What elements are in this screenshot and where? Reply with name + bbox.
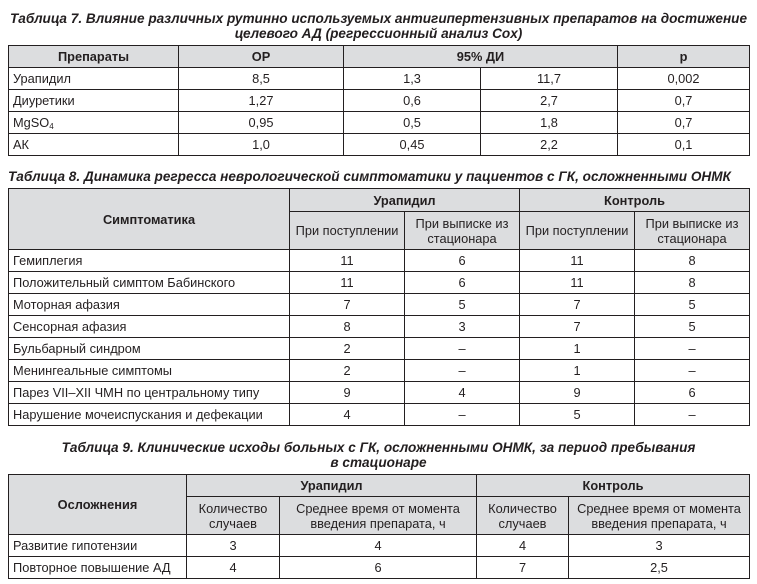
table-row [9, 272, 750, 294]
table8-header-discharge: При выписке из стационара [635, 212, 750, 250]
urapidil-discharge: 4 [405, 382, 520, 404]
table-row [9, 134, 750, 156]
urapidil-admission: 11 [290, 272, 405, 294]
ci-low: 0,45 [344, 134, 481, 156]
table9-caption [0, 440, 757, 470]
urapidil-discharge: – [405, 338, 520, 360]
table-row [9, 90, 750, 112]
urapidil-discharge: 3 [405, 316, 520, 338]
table9-header-count: Количество случаев [477, 497, 569, 535]
table7-caption [0, 11, 757, 41]
table7-header-or: ОР [179, 46, 344, 68]
ci-high: 1,8 [481, 112, 618, 134]
control-admission: 7 [520, 316, 635, 338]
drug-name-subscript: 4 [49, 121, 54, 131]
p-value: 0,1 [618, 134, 750, 156]
urapidil-admission: 11 [290, 250, 405, 272]
table7-header-row [9, 46, 750, 68]
table9-caption-line1: Таблица 9. Клинические исходы больных с ГК, осложненными ОНМК, за период пребывания [61, 440, 696, 455]
table9-header-urapidil: Урапидил [187, 475, 477, 497]
control-discharge: 8 [635, 272, 750, 294]
urapidil-discharge: 6 [405, 272, 520, 294]
control-discharge: 6 [635, 382, 750, 404]
control-admission: 7 [520, 294, 635, 316]
symptom-name: Бульбарный синдром [9, 338, 290, 360]
control-discharge: – [635, 404, 750, 426]
table-row [9, 535, 750, 557]
control-admission: 9 [520, 382, 635, 404]
control-admission: 11 [520, 272, 635, 294]
table8-header-admission: При поступлении [290, 212, 405, 250]
control-admission: 5 [520, 404, 635, 426]
table7-header-p: p [618, 46, 750, 68]
table8-header-row [9, 189, 750, 212]
table9-header-avg-time: Среднее время от момента введения препарата, ч [280, 497, 477, 535]
control-avg-time: 3 [569, 535, 750, 557]
urapidil-avg-time: 6 [280, 557, 477, 579]
table7-header-drugs: Препараты [9, 46, 179, 68]
symptom-name: Моторная афазия [9, 294, 290, 316]
symptom-name: Менингеальные симптомы [9, 360, 290, 382]
urapidil-count: 3 [187, 535, 280, 557]
or-value: 0,95 [179, 112, 344, 134]
urapidil-admission: 2 [290, 338, 405, 360]
ci-high: 2,2 [481, 134, 618, 156]
urapidil-discharge: 6 [405, 250, 520, 272]
or-value: 1,27 [179, 90, 344, 112]
urapidil-admission: 9 [290, 382, 405, 404]
drug-name-text: MgSO [13, 114, 50, 130]
control-discharge: – [635, 360, 750, 382]
urapidil-admission: 2 [290, 360, 405, 382]
or-value: 1,0 [179, 134, 344, 156]
p-value: 0,7 [618, 90, 750, 112]
p-value: 0,002 [618, 68, 750, 90]
table-row [9, 557, 750, 579]
table-row [9, 68, 750, 90]
control-admission: 1 [520, 338, 635, 360]
symptom-name: Нарушение мочеиспускания и дефекации [9, 404, 290, 426]
table7-caption-line2: целевого АД (регрессионный анализ Cox) [234, 26, 523, 41]
table9-caption-line2: в стационаре [330, 455, 427, 470]
table-row [9, 360, 750, 382]
urapidil-discharge: – [405, 404, 520, 426]
ci-low: 0,5 [344, 112, 481, 134]
urapidil-admission: 7 [290, 294, 405, 316]
table8-header-symptoms: Симптоматика [9, 189, 290, 250]
ci-low: 0,6 [344, 90, 481, 112]
table8 [8, 188, 750, 426]
drug-name: Диуретики [9, 90, 179, 112]
table8-header-urapidil: Урапидил [290, 189, 520, 212]
ci-high: 11,7 [481, 68, 618, 90]
symptom-name: Гемиплегия [9, 250, 290, 272]
control-admission: 1 [520, 360, 635, 382]
complication-name: Развитие гипотензии [9, 535, 187, 557]
table9-header-avg-time: Среднее время от момента введения препарата, ч [569, 497, 750, 535]
complication-name: Повторное повышение АД [9, 557, 187, 579]
table-row [9, 316, 750, 338]
control-discharge: 5 [635, 316, 750, 338]
table8-caption: Таблица 8. Динамика регресса неврологической симптоматики у пациентов с ГК, осложненными ОНМК [8, 169, 731, 184]
drug-name: Урапидил [9, 68, 179, 90]
table9-header-count: Количество случаев [187, 497, 280, 535]
table-row [9, 382, 750, 404]
urapidil-admission: 8 [290, 316, 405, 338]
urapidil-discharge: 5 [405, 294, 520, 316]
ci-high: 2,7 [481, 90, 618, 112]
control-count: 7 [477, 557, 569, 579]
urapidil-admission: 4 [290, 404, 405, 426]
table-row [9, 294, 750, 316]
table7-caption-line1: Таблица 7. Влияние различных рутинно используемых антигипертензивных препаратов на достижение [9, 11, 748, 26]
p-value: 0,7 [618, 112, 750, 134]
ci-low: 1,3 [344, 68, 481, 90]
urapidil-discharge: – [405, 360, 520, 382]
table9-header-row [9, 475, 750, 497]
table7 [8, 45, 750, 156]
table8-header-control: Контроль [520, 189, 750, 212]
control-discharge: 5 [635, 294, 750, 316]
urapidil-avg-time: 4 [280, 535, 477, 557]
table-row [9, 112, 750, 134]
control-count: 4 [477, 535, 569, 557]
table9 [8, 474, 750, 579]
table8-header-discharge: При выписке из стационара [405, 212, 520, 250]
or-value: 8,5 [179, 68, 344, 90]
control-discharge: 8 [635, 250, 750, 272]
table-row [9, 404, 750, 426]
control-admission: 11 [520, 250, 635, 272]
table9-header-complications: Осложнения [9, 475, 187, 535]
urapidil-count: 4 [187, 557, 280, 579]
symptom-name: Положительный симптом Бабинского [9, 272, 290, 294]
drug-name: АК [9, 134, 179, 156]
drug-name [9, 112, 179, 134]
table7-header-ci: 95% ДИ [344, 46, 618, 68]
table8-header-admission: При поступлении [520, 212, 635, 250]
table-row [9, 338, 750, 360]
table-row [9, 250, 750, 272]
symptom-name: Сенсорная афазия [9, 316, 290, 338]
control-discharge: – [635, 338, 750, 360]
control-avg-time: 2,5 [569, 557, 750, 579]
symptom-name: Парез VII–XII ЧМН по центральному типу [9, 382, 290, 404]
table9-header-control: Контроль [477, 475, 750, 497]
